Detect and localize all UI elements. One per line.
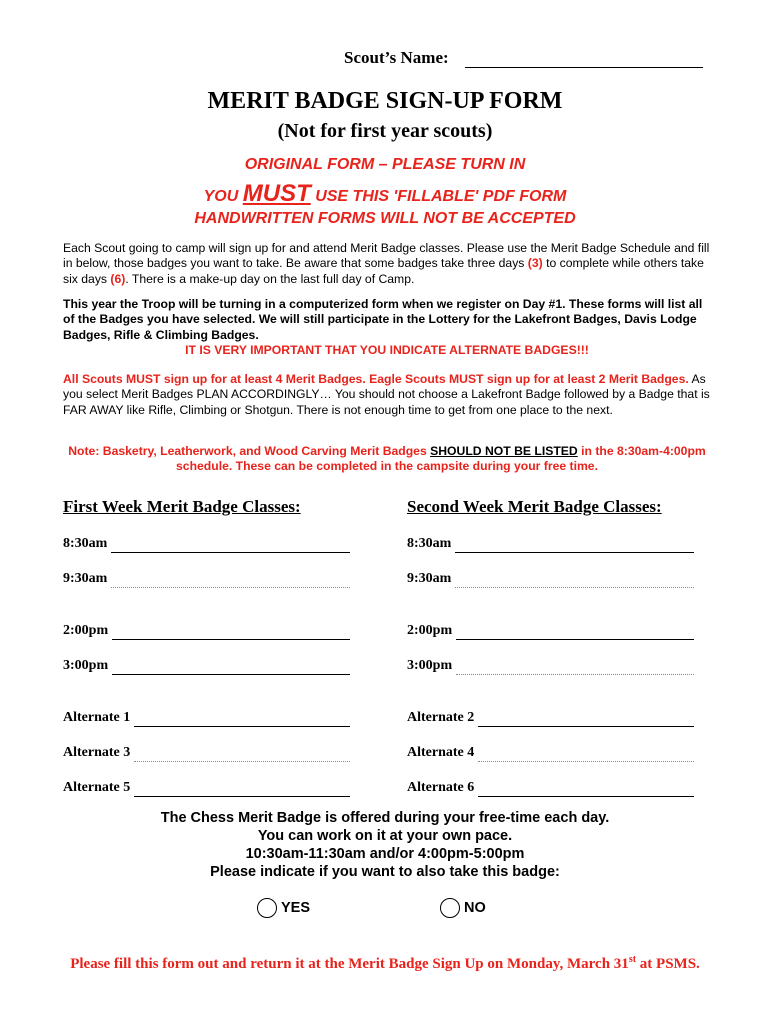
handwritten-notice: HANDWRITTEN FORMS WILL NOT BE ACCEPTED <box>194 210 576 227</box>
week2-slot-label: 8:30am <box>407 536 452 551</box>
week2-slot-field[interactable] <box>455 587 694 588</box>
p3-red: All Scouts MUST sign up for at least 4 Merit Badges. Eagle Scouts MUST sign up for at least 2 Merit Badges. <box>63 372 689 386</box>
week2-slot-field[interactable] <box>456 639 694 640</box>
p4-text-c: in the 8:30am-4:00pm schedule. These can be completed in the campsite during your free time. <box>176 444 706 474</box>
footer-sup: st <box>628 954 637 965</box>
week1-slot-label: 9:30am <box>63 571 108 586</box>
week2-slot-field[interactable] <box>455 552 694 553</box>
week1-slot-row <box>63 710 350 730</box>
p1-three-days: (3) <box>527 256 543 271</box>
footer-text-a: Please fill this form out and return it at the Merit Badge Sign Up on Monday, March 31 <box>70 956 629 972</box>
p4-should-not: SHOULD NOT BE LISTED <box>430 444 578 458</box>
week2-slot-field[interactable] <box>456 674 694 675</box>
week1-slot-label: Alternate 1 <box>63 710 131 725</box>
week2-slot-label: 3:00pm <box>407 658 453 673</box>
chess-line-1: The Chess Merit Badge is offered during your free-time each day. <box>160 810 610 826</box>
notice-must: MUST <box>242 180 311 207</box>
week1-slot-field[interactable] <box>134 726 350 727</box>
scout-name-field[interactable] <box>465 51 703 68</box>
computerized-form-paragraph <box>63 297 711 358</box>
p1-text-a: Each Scout going to camp will sign up for and attend Merit Badge classes. Please use the Merit Badge Schedule and fill in below, those badges you want to take. Be aware that some badges take three days <box>63 241 710 271</box>
week1-slot-label: 8:30am <box>63 536 108 551</box>
week1-slot-row <box>63 571 350 591</box>
original-form-notice: ORIGINAL FORM – PLEASE TURN IN <box>244 156 526 173</box>
week1-slot-field[interactable] <box>112 639 350 640</box>
week2-slot-label: 2:00pm <box>407 623 453 638</box>
form-subtitle: (Not for first year scouts) <box>277 120 493 142</box>
week2-slot-row <box>407 623 694 643</box>
week1-slot-field[interactable] <box>111 587 350 588</box>
notice-pre: YOU <box>203 188 243 205</box>
basketry-note <box>63 444 711 475</box>
week1-slot-label: Alternate 5 <box>63 780 131 795</box>
week2-slot-field[interactable] <box>478 761 694 762</box>
instructions-paragraph <box>63 241 711 287</box>
chess-no-option[interactable] <box>440 898 486 918</box>
alternate-badges-warning: IT IS VERY IMPORTANT THAT YOU INDICATE ALTERNATE BADGES!!! <box>185 342 589 357</box>
week1-slot-field[interactable] <box>134 796 350 797</box>
week1-slot-row <box>63 536 350 556</box>
scout-name-row <box>344 48 703 68</box>
chess-line-3: 10:30am-11:30am and/or 4:00pm-5:00pm <box>245 846 525 862</box>
week1-slot-row <box>63 623 350 643</box>
week2-slot-field[interactable] <box>478 726 694 727</box>
chess-line-2: You can work on it at your own pace. <box>257 828 513 844</box>
p1-six-days: (6) <box>110 271 126 286</box>
week2-slot-label: 9:30am <box>407 571 452 586</box>
p1-text-e: . There is a make-up day on the last full day of Camp. <box>125 271 415 286</box>
week1-slot-field[interactable] <box>111 552 350 553</box>
chess-line-4: Please indicate if you want to also take this badge: <box>210 864 560 880</box>
week1-slot-field[interactable] <box>112 674 350 675</box>
week2-slot-row <box>407 780 694 800</box>
scout-name-label: Scout’s Name: <box>344 48 449 67</box>
week2-slot-row <box>407 745 694 765</box>
p2-text: This year the Troop will be turning in a computerized form when we register on Day #1. These forms will list all of the Badges you have selected. We will still participate in the Lottery for the Lakefront Badges, Davis Lodge Badges, Rifle & Climbing Badges. <box>63 297 703 342</box>
p3-text: As you select Merit Badges PLAN ACCORDINGLY… You should not choose a Lakefront Badge followed by a Badge that is FAR AWAY like Rifle, Climbing or Shotgun. There is not enough time to get from one place to the next. <box>63 372 710 417</box>
week2-slot-row <box>407 658 694 678</box>
return-instructions <box>0 954 770 973</box>
no-label: NO <box>464 899 486 916</box>
week2-slot-row <box>407 710 694 730</box>
second-week-heading: Second Week Merit Badge Classes: <box>407 497 662 516</box>
no-radio[interactable] <box>440 898 460 918</box>
p1-text-c: to complete while others take six days <box>63 256 704 286</box>
week2-slot-label: Alternate 2 <box>407 710 475 725</box>
week2-slot-label: Alternate 4 <box>407 745 475 760</box>
week1-slot-row <box>63 780 350 800</box>
yes-label: YES <box>281 899 311 916</box>
week1-slot-label: 2:00pm <box>63 623 109 638</box>
week2-slot-row <box>407 536 694 556</box>
first-week-heading: First Week Merit Badge Classes: <box>63 497 301 516</box>
chess-yes-option[interactable] <box>257 898 310 918</box>
week2-slot-field[interactable] <box>478 796 694 797</box>
yes-radio[interactable] <box>257 898 277 918</box>
week2-slot-label: Alternate 6 <box>407 780 475 795</box>
week1-slot-label: 3:00pm <box>63 658 109 673</box>
week1-slot-field[interactable] <box>134 761 350 762</box>
week1-slot-row <box>63 658 350 678</box>
fillable-form-notice <box>0 180 770 208</box>
notice-post: USE THIS 'FILLABLE' PDF FORM <box>310 188 567 205</box>
p4-text-a: Note: Basketry, Leatherwork, and Wood Carving Merit Badges <box>68 444 431 458</box>
week1-slot-label: Alternate 3 <box>63 745 131 760</box>
form-title: MERIT BADGE SIGN-UP FORM <box>207 88 563 114</box>
week1-slot-row <box>63 745 350 765</box>
footer-text-b: at PSMS. <box>636 956 700 972</box>
minimum-badges-paragraph <box>63 372 711 418</box>
week2-slot-row <box>407 571 694 591</box>
